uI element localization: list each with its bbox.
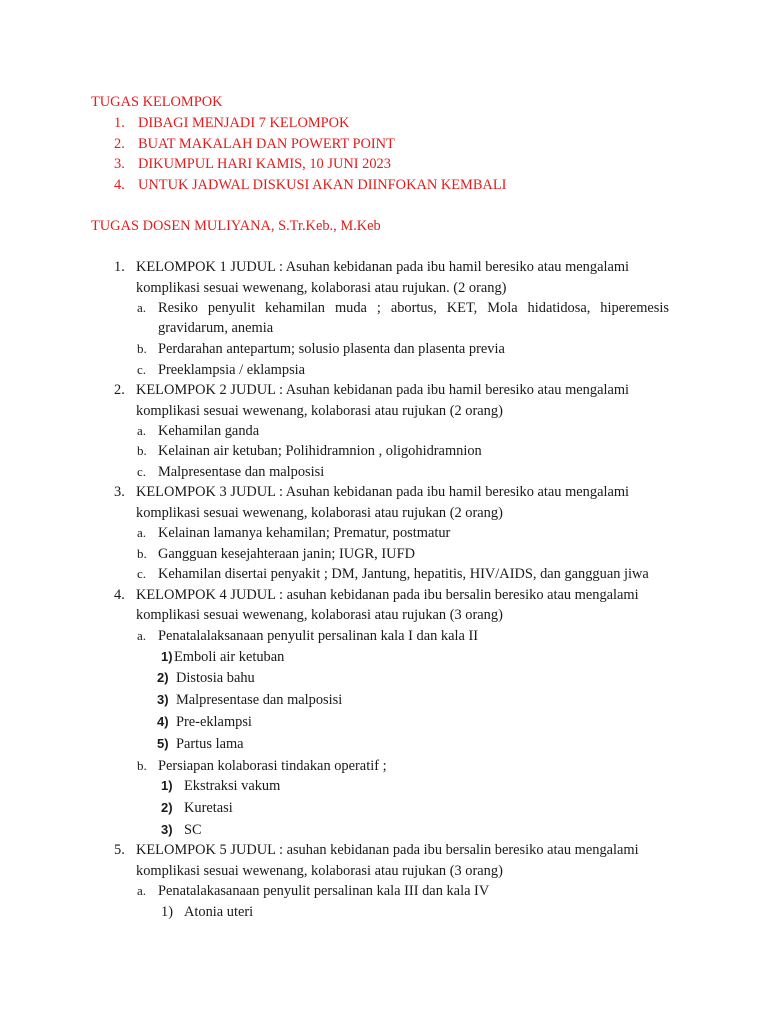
- numbered-marker: 5): [157, 736, 169, 751]
- numbered-item-text: Distosia bahu: [176, 670, 255, 686]
- sub-item-text: Preeklampsia / eklampsia: [158, 362, 306, 378]
- group-task-heading: TUGAS KELOMPOK: [91, 94, 223, 110]
- numbered-item-text: Malpresentase dan malposisi: [176, 692, 343, 708]
- group-title: KELOMPOK 3 JUDUL : Asuhan kebidanan pada ibu hamil beresiko atau mengalami: [136, 484, 630, 500]
- numbered-marker: 1): [161, 778, 173, 793]
- list-marker: 3.: [114, 156, 125, 172]
- list-marker: 1.: [114, 115, 125, 131]
- sub-item-text: Kelainan lamanya kehamilan; Prematur, postmatur: [158, 525, 451, 541]
- group-marker: 4.: [114, 587, 125, 603]
- group-title: KELOMPOK 2 JUDUL : Asuhan kebidanan pada ibu hamil beresiko atau mengalami: [136, 382, 630, 398]
- numbered-item-text: Emboli air ketuban: [174, 649, 285, 665]
- group-title-cont: komplikasi sesuai wewenang, kolaborasi atau rujukan (2 orang): [136, 403, 503, 419]
- group-title-cont: komplikasi sesuai wewenang, kolaborasi atau rujukan (3 orang): [136, 607, 503, 623]
- sub-marker: a.: [137, 423, 147, 438]
- numbered-item-text: SC: [184, 822, 202, 838]
- group-title-cont: komplikasi sesuai wewenang, kolaborasi atau rujukan. (2 orang): [136, 280, 507, 296]
- sub-item-text: Kehamilan disertai penyakit ; DM, Jantung, hepatitis, HIV/AIDS, dan gangguan jiwa: [158, 566, 649, 582]
- group-title: KELOMPOK 1 JUDUL : Asuhan kebidanan pada ibu hamil beresiko atau mengalami: [136, 259, 630, 275]
- sub-marker: a.: [137, 300, 147, 315]
- sub-item-text: Malpresentase dan malposisi: [158, 464, 325, 480]
- sub-marker: b.: [137, 341, 147, 356]
- sub-item-text: Penatalalaksanaan penyulit persalinan kala I dan kala II: [158, 628, 479, 644]
- sub-item-text-cont: gravidarum, anemia: [158, 320, 274, 336]
- numbered-marker: 2): [157, 670, 169, 685]
- sub-item-text: Kelainan air ketuban; Polihidramnion , oligohidramnion: [158, 443, 482, 459]
- sub-marker: a.: [137, 628, 147, 643]
- sub-item-text: Penatalakasanaan penyulit persalinan kala III dan kala IV: [158, 883, 490, 899]
- numbered-item-text: Atonia uteri: [184, 904, 254, 920]
- numbered-marker: 3): [157, 692, 169, 707]
- sub-marker: a.: [137, 883, 147, 898]
- numbered-item-text: Pre-eklampsi: [176, 714, 252, 730]
- sub-marker: c.: [137, 566, 147, 581]
- sub-item-text: Resiko penyulit kehamilan muda ; abortus, KET, Mola hidatidosa, hiperemesis: [158, 300, 669, 316]
- list-marker: 2.: [114, 136, 125, 152]
- group-title: KELOMPOK 4 JUDUL : asuhan kebidanan pada ibu bersalin beresiko atau mengalami: [136, 587, 639, 603]
- sub-marker: b.: [137, 443, 147, 458]
- sub-marker: b.: [137, 758, 147, 773]
- list-item-text: UNTUK JADWAL DISKUSI AKAN DIINFOKAN KEMBALI: [138, 177, 507, 193]
- sub-item-text: Persiapan kolaborasi tindakan operatif ;: [158, 758, 387, 774]
- lecturer-task-heading: TUGAS DOSEN MULIYANA, S.Tr.Keb., M.Keb: [91, 218, 381, 234]
- numbered-marker: 3): [161, 822, 173, 837]
- numbered-item-text: Ekstraksi vakum: [184, 778, 281, 794]
- sub-marker: c.: [137, 464, 147, 479]
- list-item-text: BUAT MAKALAH DAN POWERT POINT: [138, 136, 395, 152]
- group-marker: 5.: [114, 842, 125, 858]
- list-item-text: DIKUMPUL HARI KAMIS, 10 JUNI 2023: [138, 156, 391, 172]
- numbered-marker: 2): [161, 800, 173, 815]
- sub-item-text: Kehamilan ganda: [158, 423, 260, 439]
- numbered-item-text: Partus lama: [176, 736, 244, 752]
- numbered-marker: 1): [161, 904, 173, 920]
- group-title: KELOMPOK 5 JUDUL : asuhan kebidanan pada ibu bersalin beresiko atau mengalami: [136, 842, 639, 858]
- sub-item-text: Perdarahan antepartum; solusio plasenta dan plasenta previa: [158, 341, 505, 357]
- group-marker: 2.: [114, 382, 125, 398]
- group-marker: 1.: [114, 259, 125, 275]
- group-title-cont: komplikasi sesuai wewenang, kolaborasi atau rujukan (2 orang): [136, 505, 503, 521]
- sub-item-text: Gangguan kesejahteraan janin; IUGR, IUFD: [158, 546, 415, 562]
- sub-marker: b.: [137, 546, 147, 561]
- numbered-item-text: Kuretasi: [184, 800, 233, 816]
- list-item-text: DIBAGI MENJADI 7 KELOMPOK: [138, 115, 350, 131]
- sub-marker: a.: [137, 525, 147, 540]
- sub-marker: c.: [137, 362, 147, 377]
- list-marker: 4.: [114, 177, 125, 193]
- group-marker: 3.: [114, 484, 125, 500]
- numbered-marker: 1): [161, 649, 173, 664]
- group-title-cont: komplikasi sesuai wewenang, kolaborasi atau rujukan (3 orang): [136, 863, 503, 879]
- numbered-marker: 4): [157, 714, 169, 729]
